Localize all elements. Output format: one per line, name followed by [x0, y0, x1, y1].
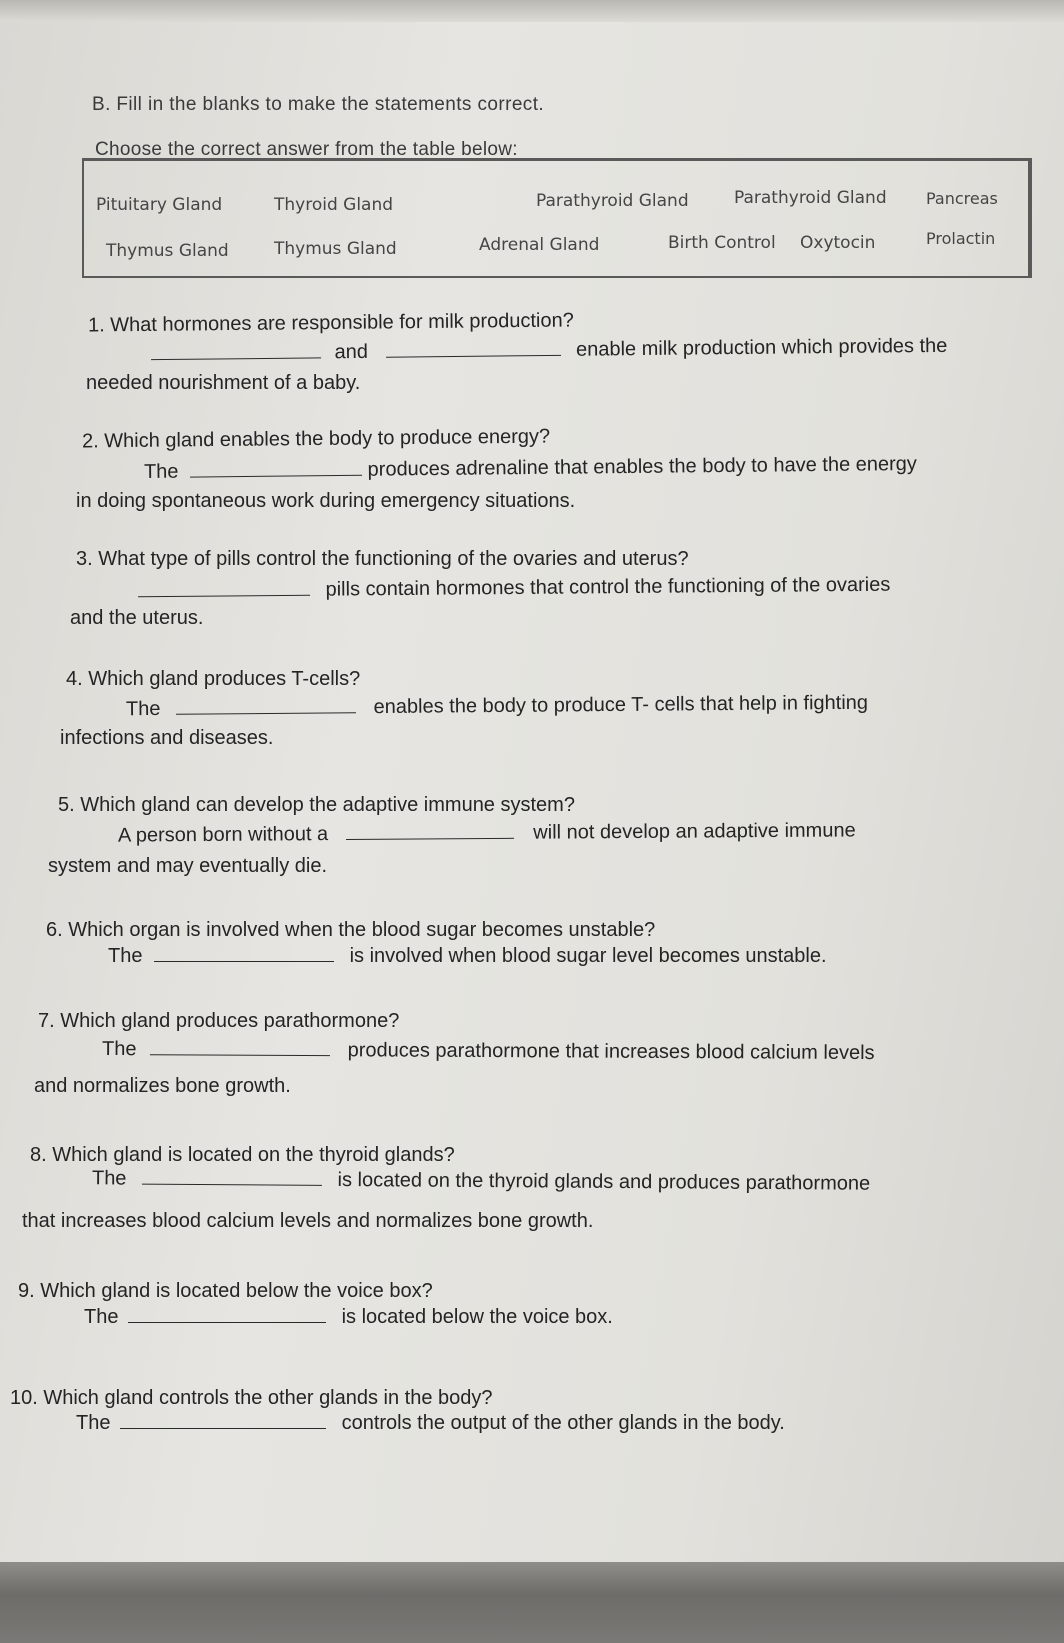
answer-text-2-after: produces adrenaline that enables the body to have the energy	[367, 452, 917, 481]
answer-text-6-after: is involved when blood sugar level becomes unstable.	[349, 945, 827, 967]
answer-text-10-after: controls the output of the other glands in the body.	[341, 1412, 785, 1434]
choice-pancreas: Pancreas	[926, 189, 998, 208]
answer-text-1-mid: and	[334, 340, 369, 364]
answer-text-3-after: pills contain hormones that control the functioning of the ovaries	[325, 573, 891, 601]
answer-text-8-after: is located on the thyroid glands and produces parathormone	[337, 1168, 871, 1195]
question-3: 3. What type of pills control the functioning of the ovaries and uterus?	[76, 548, 689, 570]
answer-line-5	[118, 819, 856, 847]
choice-parathyroid-gland-2: Parathyroid Gland	[734, 188, 887, 208]
answer-text-7-after: produces parathormone that increases blood calcium levels	[347, 1039, 875, 1065]
question-5: 5. Which gland can develop the adaptive immune system?	[58, 794, 575, 816]
answer-line-2	[144, 453, 917, 484]
choice-prolactin: Prolactin	[926, 229, 996, 248]
question-6: 6. Which organ is involved when the blood sugar becomes unstable?	[46, 919, 656, 941]
answer-text-10-before: The	[76, 1412, 111, 1434]
question-2: 2. Which gland enables the body to produce energy?	[81, 425, 551, 453]
question-9: 9. Which gland is located below the voice box?	[18, 1280, 433, 1302]
question-7: 7. Which gland produces parathormone?	[38, 1010, 400, 1032]
blank-2[interactable]	[190, 459, 362, 478]
answer-text-4-cont: infections and diseases.	[60, 727, 274, 749]
question-4: 4. Which gland produces T-cells?	[66, 668, 361, 690]
answer-text-1-after: enable milk production which provides the	[575, 334, 948, 361]
choice-parathyroid-gland: Parathyroid Gland	[536, 191, 689, 211]
answer-line-9	[84, 1306, 613, 1329]
answer-line-1	[151, 335, 948, 366]
answer-text-5-after: will not develop an adaptive immune	[533, 819, 856, 844]
question-8: 8. Which gland is located on the thyroid glands?	[30, 1144, 455, 1166]
answer-text-9-before: The	[84, 1306, 119, 1328]
answer-text-8-before: The	[91, 1167, 127, 1190]
answer-text-5-cont: system and may eventually die.	[48, 855, 328, 877]
answer-text-2-cont: in doing spontaneous work during emergency situations.	[76, 490, 576, 512]
answer-text-8-cont: that increases blood calcium levels and normalizes bone growth.	[22, 1210, 594, 1232]
answer-text-6-before: The	[108, 945, 143, 967]
answer-text-7-cont: and normalizes bone growth.	[34, 1075, 291, 1097]
blank-4[interactable]	[176, 696, 356, 715]
instruction-text: Choose the correct answer from the table below:	[95, 139, 518, 160]
answer-text-2-before: The	[143, 460, 179, 484]
choice-thymus-gland-2: Thymus Gland	[274, 239, 397, 259]
question-10: 10. Which gland controls the other glands in the body?	[10, 1387, 493, 1409]
answer-choices-table	[82, 158, 1032, 278]
answer-line-3	[138, 574, 891, 604]
blank-10[interactable]	[120, 1412, 326, 1429]
choice-adrenal-gland: Adrenal Gland	[479, 235, 600, 255]
answer-line-7	[102, 1038, 875, 1065]
question-1: 1. What hormones are responsible for milk production?	[87, 309, 574, 337]
blank-6[interactable]	[154, 945, 334, 962]
answer-text-5-before: A person born without a	[117, 823, 329, 847]
answer-line-8	[92, 1167, 870, 1195]
page-top-edge	[0, 0, 1064, 22]
blank-1b[interactable]	[385, 339, 560, 358]
page-bottom-edge	[0, 1562, 1064, 1643]
section-heading: B. Fill in the blanks to make the statements correct.	[92, 94, 545, 115]
choice-pituitary-gland: Pituitary Gland	[96, 195, 223, 215]
answer-text-7-before: The	[101, 1037, 137, 1061]
answer-line-4	[126, 692, 868, 721]
choice-thymus-gland: Thymus Gland	[106, 241, 229, 261]
blank-5[interactable]	[346, 822, 514, 840]
answer-text-1-cont: needed nourishment of a baby.	[86, 372, 361, 394]
answer-line-10	[76, 1412, 785, 1435]
blank-3[interactable]	[138, 579, 310, 598]
choice-birth-control: Birth Control	[668, 233, 776, 253]
blank-9[interactable]	[128, 1306, 326, 1323]
answer-text-3-cont: and the uterus.	[70, 607, 204, 629]
blank-8[interactable]	[142, 1168, 322, 1186]
answer-text-4-before: The	[125, 697, 161, 721]
choice-oxytocin: Oxytocin	[800, 233, 876, 253]
answer-text-9-after: is located below the voice box.	[341, 1306, 613, 1328]
answer-text-4-after: enables the body to produce T- cells that help in fighting	[373, 691, 869, 719]
answer-line-6	[108, 945, 827, 968]
blank-7[interactable]	[150, 1038, 330, 1056]
blank-1a[interactable]	[151, 341, 321, 360]
choice-thyroid-gland: Thyroid Gland	[274, 195, 394, 215]
